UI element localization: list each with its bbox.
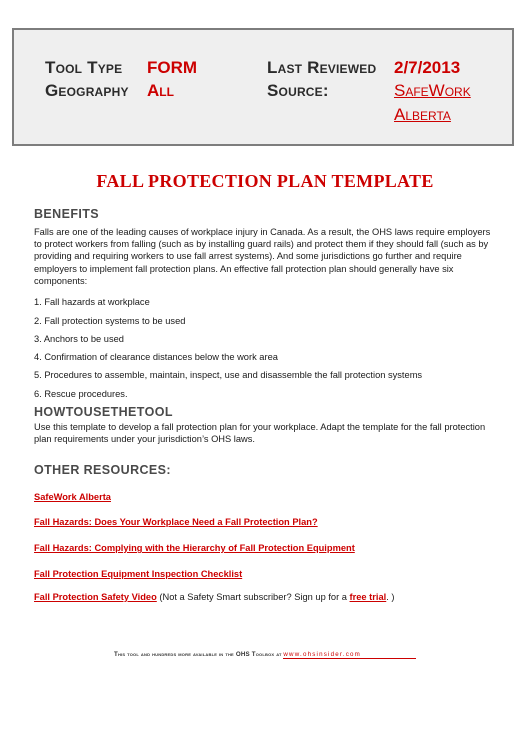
- list-item: 1. Fall hazards at workplace: [34, 297, 150, 307]
- free-trial-link[interactable]: free trial: [349, 592, 387, 602]
- last-reviewed-label: Last Reviewed: [267, 58, 377, 77]
- how-to-paragraph: Use this template to develop a fall protection plan for your workplace. Adapt the template for the fall protection plan requirements under your jurisdiction’s OHS laws.: [34, 422, 486, 445]
- last-reviewed-value: 2/7/2013: [394, 58, 461, 77]
- list-item: 4. Confirmation of clearance distances below the work area: [34, 352, 278, 362]
- list-item: 2. Fall protection systems to be used: [34, 316, 186, 326]
- tool-type-value: FORM: [147, 58, 198, 77]
- footer-site-link[interactable]: www.ohsinsider.com: [283, 651, 416, 659]
- benefits-heading: BENEFITS: [34, 207, 100, 221]
- document-info-box: [12, 28, 514, 146]
- source-label: Source:: [267, 81, 329, 100]
- benefits-paragraph: Falls are one of the leading causes of workplace injury in Canada. As a result, the OHS laws require employers to protect workers from falling (such as by installing guard rails) and protect them if they should fall (such as by providing and requiring workers to use fall arrest systems). And some jurisdictions go further and require employers to implement fall protection plans. An effective fall protection plan should generally have six components:: [34, 227, 491, 286]
- video-note-end: . ): [386, 592, 395, 602]
- video-note-text: (Not a Safety Smart subscriber? Sign up for a: [156, 592, 350, 602]
- list-item: 3. Anchors to be used: [34, 334, 124, 344]
- resource-link-safework-alberta[interactable]: SafeWork Alberta: [34, 492, 111, 502]
- resource-link-fall-protection-plan[interactable]: Fall Hazards: Does Your Workplace Need a Fall Protection Plan?: [34, 517, 318, 527]
- geography-value: All: [147, 81, 174, 100]
- tool-type-label: Tool Type: [45, 58, 123, 77]
- geography-label: Geography: [45, 81, 129, 100]
- resource-link-inspection-checklist[interactable]: Fall Protection Equipment Inspection Checklist: [34, 569, 243, 579]
- source-link-line1[interactable]: SafeWork: [394, 81, 471, 100]
- footer: [0, 651, 530, 658]
- resource-link-safety-video[interactable]: Fall Protection Safety Video: [34, 592, 157, 602]
- resource-link-hierarchy[interactable]: Fall Hazards: Complying with the Hierarchy of Fall Protection Equipment: [34, 543, 355, 553]
- footer-text: This tool and hundreds more available in the OHS Toolbox at: [113, 651, 282, 658]
- how-to-heading: HOWTOUSETHETOOL: [34, 405, 173, 419]
- source-link-line2[interactable]: Alberta: [394, 105, 451, 124]
- resource-video-line: [34, 592, 395, 602]
- list-item: 6. Rescue procedures.: [34, 389, 128, 399]
- list-item: 5. Procedures to assemble, maintain, inspect, use and disassemble the fall protection systems: [34, 370, 423, 380]
- other-resources-heading: OTHER RESOURCES:: [34, 463, 171, 477]
- page-title: FALL PROTECTION PLAN TEMPLATE: [96, 171, 434, 191]
